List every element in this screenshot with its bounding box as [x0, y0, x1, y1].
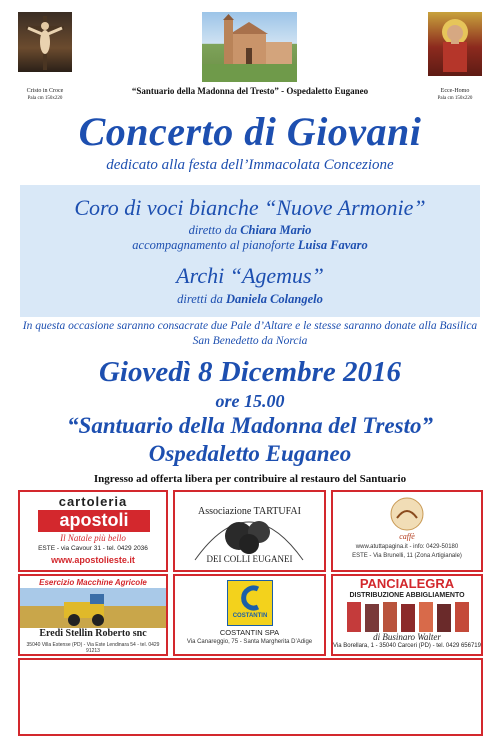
consecration-note: In questa occasione saranno consacrate due Pale d’Altare e le stesse saranno donate alla Basilica San Benedetto da Norcia — [22, 320, 478, 347]
stellin-top: Esercizio Macchine Agricole — [39, 578, 147, 587]
sponsor-stellin — [18, 574, 168, 656]
pancialegra-address: Via Borellara, 1 - 35040 Carceri (PD) - tel. 0429 656719 — [333, 643, 481, 649]
cristo-in-croce-image — [18, 12, 72, 72]
apostoli-brand-box — [38, 510, 150, 532]
tartufai-bottom-text: DEI COLLI EUGANEI — [206, 554, 293, 564]
costantin-logo — [227, 580, 273, 626]
costantin-c-icon — [228, 583, 272, 613]
tartufai-arc-text: Associazione TARTUFAI — [198, 506, 301, 517]
stellin-name: Eredi Stellin Roberto snc — [39, 628, 147, 639]
empty-sponsor-box — [18, 658, 483, 736]
models-image — [333, 600, 481, 634]
choir-director-line — [0, 223, 500, 238]
sponsor-tartufai — [173, 490, 326, 572]
caffe-line2: ESTE - Via Brunelli, 11 (Zona Artigianale) — [352, 553, 462, 559]
left-caption: Cristo in Croce Pala cm 150x220 — [26, 88, 64, 101]
sanctuary-photo — [202, 12, 297, 82]
apostoli-slogan: Il Natale più bello — [60, 533, 126, 543]
apostoli-top: cartoleria — [58, 494, 128, 509]
strings-heading: Archi “Agemus” — [176, 263, 324, 288]
choir-heading: Coro di voci bianche “Nuove Armonie” — [74, 195, 426, 220]
choir-pianist: Luisa Favaro — [297, 238, 368, 252]
pancialegra-brand: PANCIALEGRA — [359, 576, 455, 591]
sponsor-pancialegra — [331, 574, 483, 656]
event-time: ore 15.00 — [215, 391, 285, 411]
costantin-logo-text: COSTANTIN — [232, 613, 268, 619]
strings-directed-prefix: diretti da — [177, 292, 226, 306]
harvester-image — [20, 588, 166, 628]
apostoli-brand: apostoli — [59, 510, 129, 530]
strings-director: Daniela Colangelo — [225, 292, 323, 306]
caffe-line1: www.atuttapagina.it - info: 0429-50180 — [355, 544, 459, 550]
stellin-address: 35040 Villa Estense (PD) - Via Este Lendinara 54 - tel. 0429 91213 — [26, 642, 160, 654]
choir-director: Chiara Mario — [240, 223, 312, 237]
subtitle: dedicato alla festa dell’Immacolata Concezione — [106, 157, 394, 173]
costantin-address: Via Canareggio, 75 - Santa Margherita D’Adige — [186, 639, 313, 645]
sanctuary-line: “Santuario della Madonna del Tresto” - Ospedaletto Euganeo — [131, 86, 369, 96]
apostoli-address: ESTE - via Cavour 31 - tel. 0429 2036 — [38, 545, 148, 552]
choir-directed-prefix: diretto da — [188, 223, 241, 237]
sponsor-apostoli — [18, 490, 168, 572]
page-title: Concerto di Giovani — [78, 109, 422, 154]
pancialegra-tag: DISTRIBUZIONE ABBIGLIAMENTO — [349, 592, 465, 599]
event-place-1: “Santuario della Madonna del Tresto” — [67, 413, 433, 438]
strings-director-line — [0, 292, 500, 307]
sponsor-costantin — [173, 574, 326, 656]
pancialegra-owner: di Businaro Walter — [373, 632, 441, 642]
choir-piano-prefix: accompagnamento al pianoforte — [132, 238, 298, 252]
apostoli-web: www.apostolieste.it — [51, 555, 135, 565]
costantin-name: COSTANTIN SPA — [219, 628, 280, 637]
event-place-2: Ospedaletto Euganeo — [148, 441, 352, 466]
caffe-name: caffè — [399, 532, 415, 541]
right-caption: Ecce-Homo Pala cm 150x220 — [437, 88, 473, 101]
sponsor-caffe — [331, 490, 483, 572]
entry-note: Ingresso ad offerta libera per contribuire al restauro del Santuario — [93, 473, 407, 485]
ecce-homo-image — [428, 12, 482, 76]
event-date: Giovedì 8 Dicembre 2016 — [98, 356, 401, 388]
choir-piano-line — [0, 238, 500, 253]
